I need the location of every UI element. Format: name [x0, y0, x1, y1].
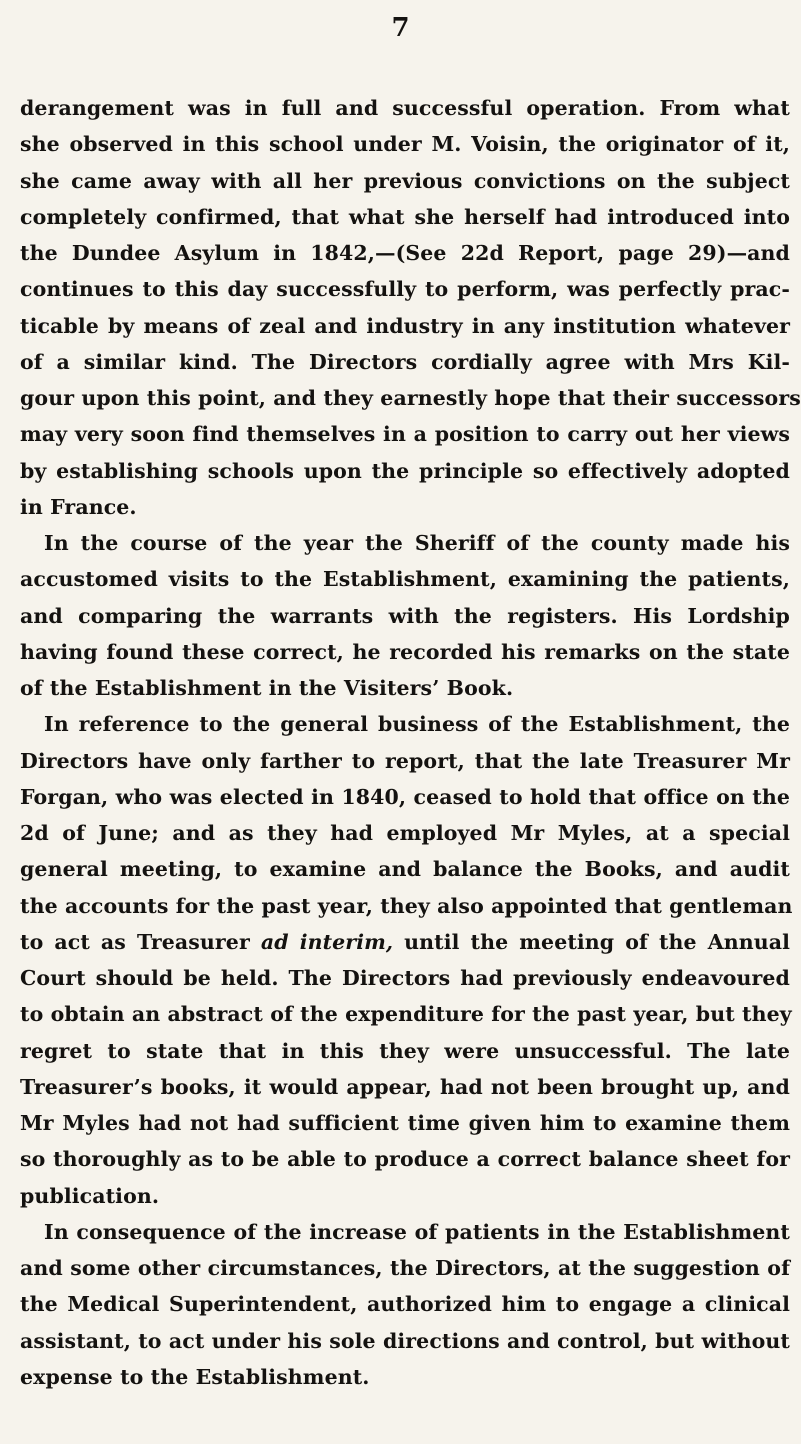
page-number: 7 [391, 13, 410, 43]
text-line: and some other circumstances, the Directors, at the suggestion of [20, 1256, 790, 1280]
text-line: derangement was in full and successful operation. From what [20, 96, 790, 120]
text-line: gour upon this point, and they earnestly hope that their successors [20, 386, 801, 410]
text-line: in France. [20, 494, 137, 519]
text-line: Directors have only farther to report, that the late Treasurer Mr [20, 748, 790, 773]
text-line: regret to state that in this they were unsuccessful. The late [20, 1038, 790, 1063]
text-line: ticable by means of zeal and industry in any institution whatever [20, 313, 790, 338]
text-line: In reference to the general business of the Establishment, the [44, 712, 790, 737]
body-text [20, 90, 801, 1395]
text-line: may very soon find themselves in a position to carry out her views [20, 422, 790, 447]
text-line: to act as Treasurer ad interim, until the meeting of the Annual [20, 929, 790, 954]
text-line: Mr Myles had not had sufficient time given him to examine them [20, 1111, 790, 1135]
text-line: Forgan, who was elected in 1840, ceased to hold that office on the [20, 784, 790, 809]
italic-phrase: ad interim, [260, 929, 394, 954]
text-line: general meeting, to examine and balance the Books, and audit [20, 857, 790, 882]
text-line: the Medical Superintendent, authorized him to engage a clinical [20, 1292, 790, 1317]
text-line: she came away with all her previous convictions on the subject [20, 168, 790, 193]
text-line: accustomed visits to the Establishment, examining the patients, [20, 567, 790, 592]
text-line: completely confirmed, that what she herself had introduced into [20, 204, 790, 229]
text-line: expense to the Establishment. [20, 1364, 370, 1389]
text-line: Treasurer’s books, it would appear, had not been brought up, and [20, 1074, 790, 1099]
text-line: publication. [20, 1183, 160, 1208]
text-line: of a similar kind. The Directors cordially agree with Mrs Kil- [20, 349, 790, 374]
text-line: by establishing schools upon the principle so effectively adopted [20, 458, 790, 483]
text-line: having found these correct, he recorded his remarks on the state [20, 639, 790, 664]
text-line: she observed in this school under M. Voisin, the originator of it, [20, 132, 790, 157]
text-line: the Dundee Asylum in 1842,—(See 22d Report, page 29)—and [20, 241, 790, 265]
text-line: the accounts for the past year, they also appointed that gentleman [20, 893, 793, 918]
text-line: continues to this day successfully to perform, was perfectly prac- [20, 277, 790, 302]
text-line: to obtain an abstract of the expenditure for the past year, but they [20, 1002, 792, 1027]
text-line: In consequence of the increase of patients in the Establishment [44, 1219, 790, 1244]
text-line: so thoroughly as to be able to produce a correct balance sheet for [20, 1147, 790, 1172]
text-line: and comparing the warrants with the registers. His Lordship [20, 603, 790, 628]
text-line: Court should be held. The Directors had previously endeavoured [20, 966, 790, 990]
text-line: In the course of the year the Sheriff of the county made his [44, 531, 790, 555]
text-line: assistant, to act under his sole directions and control, but without [20, 1328, 790, 1353]
text-line: of the Establishment in the Visiters’ Book. [20, 676, 514, 700]
text-line: 2d of June; and as they had employed Mr Myles, at a special [20, 821, 790, 845]
